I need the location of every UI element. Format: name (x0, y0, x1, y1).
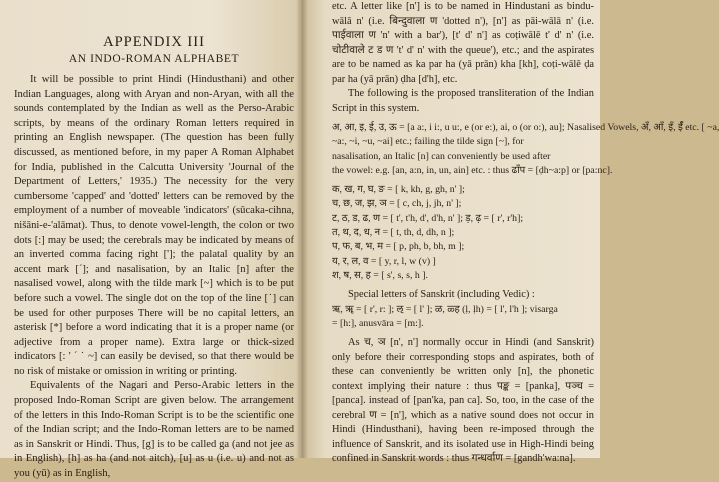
book-gutter (296, 0, 308, 458)
right-page (302, 0, 719, 465)
mapping-row: the vowel: e.g. [an, a:n, in, un, ain] etc. : thus ढाँप = [ḍh~a:p] or [pa:nc]. (332, 164, 613, 176)
mapping-row: त, थ, द, ध, न = [ t, th, d, dh, n ]; (332, 227, 455, 239)
mapping-row: प, फ, ब, भ, म = [ p, ph, b, bh, m ]; (332, 241, 465, 253)
sanskrit-row: = [h:], anusvāra = [m:]. (332, 318, 424, 330)
mapping-row: nasalisation, an Italic [n] can conveniently be used after (332, 150, 551, 162)
left-paragraph-1: It will be possible to print Hindi (Hindusthani) and other Indian Languages, along with Aryan and non-Aryan, with all the sounds contemplated by the Indian as well as the Perso-Arabic scripts, by means of the ordinary Roman letters required in printing an English newspaper. (The question has been fully discussed, as mentioned before, in my paper A Roman Alphabet for India, published in the Calcutta University 'Journal of the Department of Letters,' 1935.) The necessity for the very cumbersome 'capped' and 'dotted' letters can be removed by the employment of a number of moveable 'indicators' (sūcaka-cihna, nišāni-e-'alāmat). Thus, to denote vowel-length, the colon or two dots [:] may be used; the cerebrals may be indicated by means of an inverted comma facing right [']; the palatal quality by an accent mark [´]; and nasalisation, by an Italic [n] after the nasalised vowel, along with the tilde mark [~] which is to be put before such a vowel. The single dot on the top of the line [˙] can be used for other purposes There will be no capital letters, an asterisk [*] before a word indicating that it is a proper name (or adjective from a proper name). Extra large or thick-sized indicators [: ' ´ ˙ ~] can easily be devised, so that there would be no risk of mistake or omission in writing or printing. (14, 74, 294, 377)
mapping-row: ट, ठ, ड, ढ, ण = [ t', t'h, d', d'h, n' ]; ड़, ढ़ = [ r', r'h]; (332, 212, 524, 224)
closing-paragraph: As च, ञ [n', n'] normally occur in Hindi (and Sanskrit) only before their corresponding stops and aspirates, both of these can conveniently be written only [n], the phonetic context implying their nature : thus पङ्क = [panka], पञ्च = [panca]. instead of [pan'ka, pan ca]. So, too, in the case of the cerebral ण = [n'], which as a native sound does not occur in Hindi (Hindusthani), having been re-imposed through the influence of Sanskrit, and its isolated use in High-Hindi being confined in Sanskrit words : thus गन्धर्वाण = [gandh'wa:na]. (332, 337, 594, 465)
sanskrit-heading: Special letters of Sanskrit (including Vedic) : (348, 289, 535, 301)
mapping-row: अ, आ, इ, ई, उ, ऊ = [a a:, i i:, u u:, e (or e:), ai, o (or o:), au]; Nasalised Vowels, अँ, आँ, इँ, ईँ etc. [ ~a, (332, 122, 719, 133)
mapping-row: च, छ, ज, झ, ञ = [ c, ch, j, jh, n' ]; (332, 198, 462, 210)
mapping-row: श, ष, स, ह = [ s', s, s, h ]. (332, 269, 428, 281)
appendix-heading: APPENDIX III (103, 34, 205, 50)
mapping-row: क, ख, ग, घ, ङ = [ k, kh, g, gh, n' ]; (332, 184, 465, 196)
right-paragraph-2: The following is the proposed transliteration of the Indian Script in this system. (332, 88, 594, 114)
left-paragraph-2: Equivalents of the Nagari and Perso-Arabic letters in the proposed Indo-Roman Script are given below. The arrangement of the letters in this Indo-Roman Script is to be the scientific one of the Indian script; and the Indo-Roman letters are to be named as in Sanskrit or Hindi. Thus, [g] is to be called ga (and not jee as in English), [h] as ha (and not aitch), [u] as u (i.e. u) and not as you (yū) as in English, (14, 380, 294, 480)
mapping-row: य, र, ल, व = [ y, r, l, w (v) ] (332, 255, 436, 267)
appendix-subheading: AN INDO-ROMAN ALPHABET (68, 53, 240, 65)
mapping-row: ~a:, ~i, ~u, ~ai] etc.; failing the tilde sign [~], for (332, 136, 524, 148)
sanskrit-row: ऋ, ॠ = [ r', r: ]; ऌ = [ l' ]; ळ, ळ्ह (ḷ, ḷh) = [ l', l'h ]; visarga (332, 303, 558, 315)
left-page (0, 0, 302, 480)
right-paragraph-1: etc. A letter like [n'] is to be named in Hindustani as bindu-wālā n' (i.e. बिन्दुवाला ण 'dotted n'), [n'] as pāi-wālā n' (i.e. पाईवाला ण 'n' with a bar'), [t' d' n'] as coṭiwālē t' d' n' (i.e. चोटीवाले ट ड ण 't' d' n' with the queue'), etc.; and the aspirates are to be named as ka par ha (yā prān) kha [kh], coṭi-wālē ḍa par ha (yā prān) ḍha [d'h], etc. (332, 1, 594, 85)
